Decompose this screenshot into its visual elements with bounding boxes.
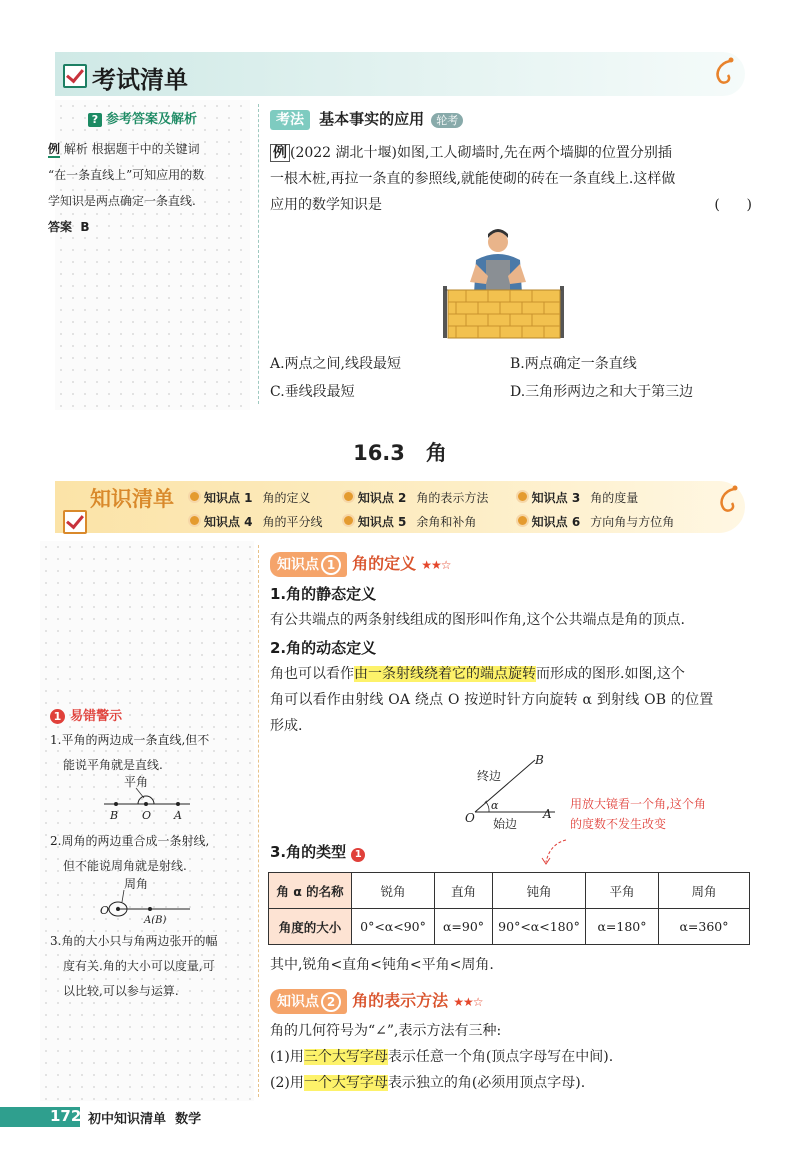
kaofa-tag: 考法 — [270, 110, 310, 130]
warning-title: 易错警示 — [70, 709, 123, 724]
answer-label: 答案 — [48, 220, 73, 234]
answer-line-1: 解析 根据题干中的关键词 — [63, 142, 200, 156]
table-cell: 钝角 — [493, 873, 586, 909]
handwritten-note: 用放大镜看一个角,这个角 的度数不发生改变 — [570, 797, 706, 831]
full-angle-figure — [98, 876, 198, 924]
straight-angle-figure — [100, 774, 196, 822]
kp1-pill: 知识点 1 — [270, 552, 347, 577]
footer-book: 初中知识清单 数学 — [88, 1112, 202, 1127]
svg-text:O: O — [142, 809, 152, 822]
kp1-title: 角的定义 — [352, 554, 417, 573]
exam-banner-title: 考试清单 — [92, 66, 188, 94]
answer-paren: ( ) — [714, 197, 752, 213]
table-cell: 直角 — [435, 873, 493, 909]
answer-tag: 例 — [48, 142, 61, 156]
kp-item-2[interactable]: 知识点 2 角的表示方法 — [342, 489, 512, 506]
kp2-title: 角的表示方法 — [352, 991, 449, 1010]
swirl-icon — [708, 55, 738, 91]
warning-badge: 1 — [50, 709, 65, 724]
answer-header: ? 参考答案及解析 — [88, 108, 197, 127]
warning-item-2: 2.周角的两边重合成一条射线, 但不能说周角就是射线. — [50, 834, 210, 873]
question-line-1: (2022 湖北十堰)如图,工人砌墙时,先在两个墙脚的位置分别插 — [290, 145, 672, 161]
kp2-stars: ★★☆ — [453, 995, 483, 1009]
answer-line-3: 学知识是两点确定一条直线. — [48, 194, 196, 208]
question-line-2: 一根木桩,再拉一条直的参照线,就能使砌的砖在一条直线上.这样做 — [270, 171, 676, 187]
svg-text:B: B — [110, 809, 119, 822]
kp1-static-text: 有公共端点的两条射线组成的图形叫作角,这个公共端点是角的顶点. — [270, 612, 685, 628]
kp1-h-static: 1.角的静态定义 — [270, 585, 377, 603]
option-d: D.三角形两边之和大于第三边 — [510, 384, 694, 400]
kaofa-heading — [270, 108, 463, 129]
table-cell: α=180° — [586, 909, 659, 945]
key-icon: ? — [88, 113, 102, 127]
kp2-pill: 知识点 2 — [270, 989, 347, 1014]
table-cell: 90°<α<180° — [493, 909, 586, 945]
kp2-text: 角的几何符号为“∠”,表示方法有三种: (1)用三个大写字母表示任意一个角(顶点字母写在中间). (2)用一个大写字母表示独立的角(必须用顶点字母). — [270, 1023, 614, 1091]
svg-text:α: α — [491, 799, 499, 812]
kp-item-6[interactable]: 知识点 6 方向角与方位角 — [516, 513, 675, 530]
kaofa-badge: 轮考 — [431, 113, 463, 128]
kp2-heading — [270, 988, 482, 1014]
svg-text:周角: 周角 — [124, 877, 149, 891]
column-divider — [258, 104, 259, 404]
bricklayer-illustration — [440, 224, 570, 342]
svg-text:B: B — [535, 753, 544, 767]
option-b: B.两点确定一条直线 — [510, 356, 637, 372]
table-header-row — [269, 873, 750, 909]
table-cell: 0°<α<90° — [352, 909, 435, 945]
dynamic-highlight: 由一条射线绕着它的端点旋转 — [354, 666, 536, 682]
svg-text:A: A — [174, 809, 182, 822]
warning-heading — [50, 705, 122, 724]
warning-item-3: 3.角的大小只与角两边张开的幅 度有关.角的大小可以度量,可 以比较,可以参与运算. — [50, 934, 218, 998]
answer-line-2: “在一条直线上”可知应用的数 — [48, 168, 205, 182]
svg-text:A: A — [543, 807, 552, 821]
svg-text:始边: 始边 — [493, 817, 518, 831]
table-cell: 锐角 — [352, 873, 435, 909]
swirl-icon-2 — [712, 483, 742, 519]
highlight-one-letter: 一个大写字母 — [303, 1075, 388, 1091]
svg-text:O: O — [465, 811, 475, 825]
table-cell: α=90° — [435, 909, 493, 945]
highlight-three-letters: 三个大写字母 — [303, 1049, 388, 1065]
kp1-stars: ★★☆ — [421, 558, 451, 572]
knowledge-check-icon — [63, 510, 87, 534]
kaofa-title: 基本事实的应用 — [319, 110, 425, 128]
svg-text:终边: 终边 — [477, 769, 502, 783]
question-text — [270, 140, 758, 218]
table-row — [269, 909, 750, 945]
column-divider-2 — [258, 545, 259, 1097]
question-line-3: 应用的数学知识是 — [270, 197, 382, 213]
section-title: 16.3 角 — [353, 441, 447, 465]
angle-types-table — [268, 872, 750, 945]
table-cell: 周角 — [659, 873, 750, 909]
knowledge-list — [188, 489, 708, 537]
kp1-heading — [270, 551, 450, 577]
kp1-h-types: 3.角的类型 1 — [270, 841, 365, 862]
table-cell: α=360° — [659, 909, 750, 945]
kp-item-3[interactable]: 知识点 3 角的度量 — [516, 489, 639, 506]
option-c: C.垂线段最短 — [270, 384, 355, 400]
warning-item-1: 1.平角的两边成一条直线,但不 能说平角就是直线. — [50, 733, 210, 772]
angle-figure — [455, 750, 565, 832]
kp1-h-dynamic: 2.角的动态定义 — [270, 639, 377, 657]
table-cell: 角 α 的名称 — [269, 873, 352, 909]
kp-item-1[interactable]: 知识点 1 角的定义 — [188, 489, 338, 506]
note-arrow-icon — [540, 838, 570, 866]
option-a: A.两点之间,线段最短 — [270, 356, 402, 372]
checkbox-icon — [63, 64, 87, 88]
svg-text:O: O — [100, 904, 110, 917]
svg-text:A(B): A(B) — [144, 915, 167, 924]
types-warning-badge: 1 — [351, 848, 365, 862]
table-cell: 角度的大小 — [269, 909, 352, 945]
page-number: 172 — [50, 1107, 82, 1125]
example-tag: 例 — [270, 144, 290, 162]
straight-angle-label: 平角 — [124, 775, 149, 789]
kp1-compare: 其中,锐角<直角<钝角<平角<周角. — [270, 957, 494, 973]
kp1-dynamic-text: 角也可以看作由一条射线绕着它的端点旋转而形成的图形.如图,这个 角可以看作由射线 OA 绕点 O 按逆时针方向旋转 α 到射线 OB 的位置 形成. — [270, 666, 714, 734]
table-cell: 平角 — [586, 873, 659, 909]
knowledge-banner-title: 知识清单 — [90, 487, 174, 511]
kp-item-4[interactable]: 知识点 4 角的平分线 — [188, 513, 338, 530]
answer-text — [48, 136, 253, 240]
kp-item-5[interactable]: 知识点 5 余角和补角 — [342, 513, 512, 530]
answer-value: B — [80, 220, 90, 234]
